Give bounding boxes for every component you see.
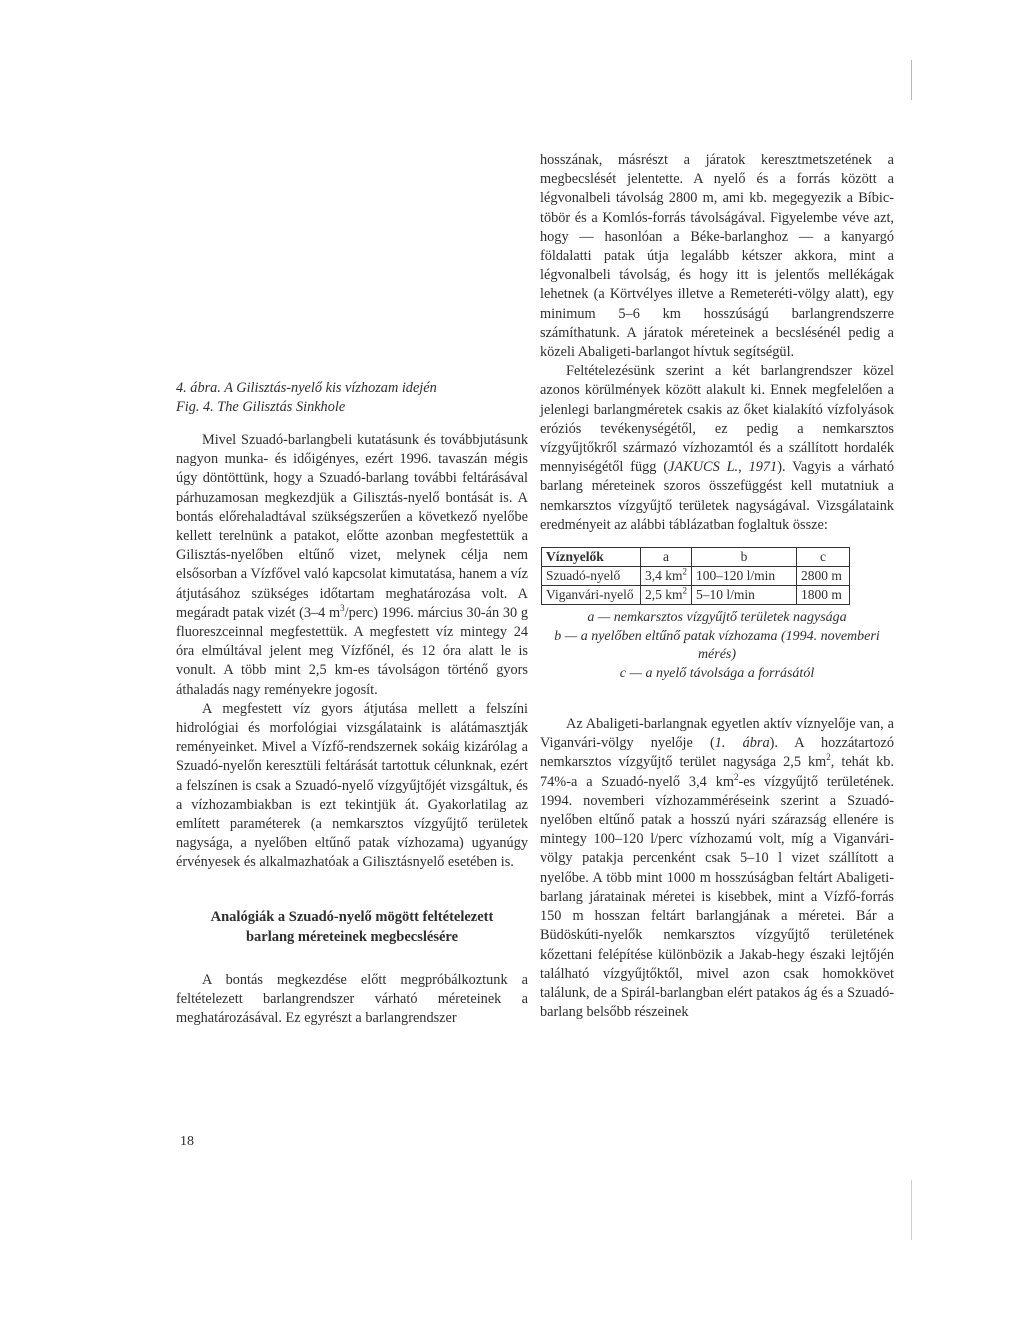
left-paragraph-1-end: /perc) 1996. március 30-án 30 g fluoreszceinnal megfestettük. A megfestett víz mintegy 24 óra elmúltával jelent meg Vízfőnél, és 12 óra alatt le is vonult. A több mint 2,5 km-es távolságon történő gyors áthaladás nagy reményekre jogosít. [176,604,528,698]
table-cell: 5–10 l/min [692,586,797,605]
left-paragraph-1 [176,431,528,700]
right-paragraph-3 [540,715,894,1022]
figure-caption-hu: 4. ábra. A Gilisztás-nyelő kis vízhozam idején [176,380,437,396]
superscript: 3 [340,603,345,614]
table-legend-a: a — nemkarsztos vízgyűjtő területek nagysága [587,610,847,626]
table-header-cell: a [641,548,692,567]
table-row [542,586,850,605]
right-column [540,151,894,1022]
section-heading [176,907,528,947]
table-header-cell: b [692,548,797,567]
area-value: 3,4 km [645,568,683,584]
data-table-wrapper [541,547,894,605]
figure-caption-en: Fig. 4. The Gilisztás Sinkhole [176,399,346,415]
table-cell [641,567,692,586]
superscript: 2 [682,585,688,596]
citation: JAKUCS L., 1971 [668,459,778,476]
table-cell: Szuadó-nyelő [542,567,641,586]
figure-caption [176,379,528,417]
table-cell: 100–120 l/min [692,567,797,586]
right-paragraph-1: hosszának, másrészt a járatok keresztmetszetének a megbecslését jelentette. A nyelő és a forrás között a légvonalbeli távolság 2800 m, ami kb. megegyezik a Bíbic-töbör és a Komlós-forrás távolságával. Figyelembe véve azt, hogy — hasonlóan a Béke-barlanghoz — a kanyargó földalatti patak útja legalább kétszer akkora, mint a légvonalbeli távolság, és hogy itt is jelentős mellékágak lehetnek (a Körtvélyes illetve a Remeteréti-völgy alatt), egy minimum 5–6 km hosszúságú barlangrendszerre számíthatunk. A járatok méreteinek a becslésénél pedig a közeli Abaligeti-barlangot hívtuk segítségül. [540,152,894,361]
table-legend-c: c — a nyelő távolsága a forrásától [619,665,815,681]
left-column [176,379,528,1028]
area-value: 2,5 km [645,587,683,603]
data-table [541,547,850,605]
right-paragraph-3-text: , tehát kb. 74%-a a Szuadó-nyelő 3,4 km [540,754,894,790]
citation: 1. ábra [714,735,770,752]
left-paragraph-3: A bontás megkezdése előtt megpróbálkoztunk a feltételezett barlangrendszer várható méreteinek a meghatározásával. Ez egyrészt a barlangrendszer [176,971,528,1027]
table-cell: 1800 m [797,586,850,605]
left-paragraph-2: A megfestett víz gyors átjutása mellett a felszíni hidrológiai és morfológiai vizsgálataink is alátámasztják reményeinket. Mivel a Vízfő-rendszernek sokáig kizárólag a Szuadó-nyelőn keresztüli feltárását tartottuk célunknak, ezért a felszínen is csak a Szuadó-nyelő vízgyűjtőjét vizsgáltuk, és a vízhozambiakban is ezt tekintjük át. Gyakorlatilag az említett paraméterek (a nemkarsztos vízgyűjtő területek nagysága, a nyelőben eltűnő patak vízhozama) ugyanúgy érvényesek és alkalmazhatóak a Gilisztásnyelő esetében is. [176,700,528,871]
table-row [542,567,850,586]
table-cell [641,586,692,605]
section-heading-line-1: Analógiák a Szuadó-nyelő mögött feltételezett [210,908,494,925]
right-paragraph-2-end: ). Vagyis a várható barlang méreteinek szoros összefüggést kell mutatniuk a nemkarsztos vízgyűjtő területek nagyságával. Vizsgálataink eredményeit az alábbi táblázatban foglaltuk össze: [540,459,895,533]
right-paragraph-3-text: -es vízgyűjtő területének. 1994. novemberi vízhozamméréseink szerint a Szuadó-nyelőben eltűnő patak a hosszú nyári szárazság ellenére is mintegy 100–120 l/perc vízhozamú volt, míg a Viganvári-völgy patakja percenként csak 5–10 l vizet szállított a nyelőbe. A több mint 1000 m hosszúságban feltárt Abaligeti-barlang járatainak méretei is kisebbek, mint a Vízfő-forrás 150 m hosszan feltárt barlangjának a méretei. Bár a Büdöskúti-nyelők nemkarsztos vízgyűjtő területének kőzettani felépítése különbözik a Jakab-hegy északi lejtőjén található vízgyűjtőktől, mivel azon csak homokkövet találunk, de a Spirál-barlangban elért patakos ág és a Szuadó-barlang belsőbb részeinek [540,773,894,1021]
right-paragraph-3-text: Az Abaligeti-barlangnak egyetlen aktív víznyelője van, a Viganvári-völgy nyelője ( [540,716,894,752]
right-paragraph-3-text: ). A hozzátartozó nemkarsztos vízgyűjtő terület nagysága 2,5 km [540,735,895,771]
table-cell: Viganvári-nyelő [542,586,641,605]
page-number: 18 [180,1134,194,1149]
scan-edge-mark-top [911,60,912,100]
superscript: 2 [826,752,831,763]
table-header-cell: c [797,548,850,567]
section-heading-line-2: barlang méreteinek megbecslésére [245,928,459,945]
left-paragraph-1-text: Mivel Szuadó-barlangbeli kutatásunk és továbbjutásunk nagyon munka- és időigényes, ezért 1996. tavaszán mégis úgy döntöttünk, hogy a Szuadó-barlang további feltárásával párhuzamosan megkezdjük a Gilisztás-nyelő bontását is. A bontás előrehaladtával szükségszerűen a következő nyelőbe kellett terelnünk a patakot, előtte azonban megfestettük a Gilisztás-nyelőben eltűnő vizet, melynek célja nem elsősorban a Vízfővel való kapcsolat kimutatása, hanem a víz átjutásához szükséges időtartam meghatározása volt. A megáradt patak vizét (3–4 m [176,432,528,621]
table-legend-b: b — a nyelőben eltűnő patak vízhozama (1994. novemberi mérés) [554,628,880,663]
right-paragraph-2-text: Feltételezésünk szerint a két barlangrendszer közel azonos körülmények között alakult ki. Ennek megfelelően a jelenlegi barlangméretek csakis az őket kialakító vízfolyások eróziós tevékenységétől, ez pedig a nemkarsztos vízgyűjtőkről származó vízhozamtól és a szállított hordalék mennyiségétől függ ( [540,363,894,476]
scan-edge-mark-bottom [911,1180,912,1240]
table-cell: 2800 m [797,567,850,586]
superscript: 2 [733,771,739,782]
table-header-cell: Víznyelők [542,548,641,567]
superscript: 2 [682,566,688,577]
table-header-row [542,548,850,567]
right-paragraph-2 [540,362,894,535]
